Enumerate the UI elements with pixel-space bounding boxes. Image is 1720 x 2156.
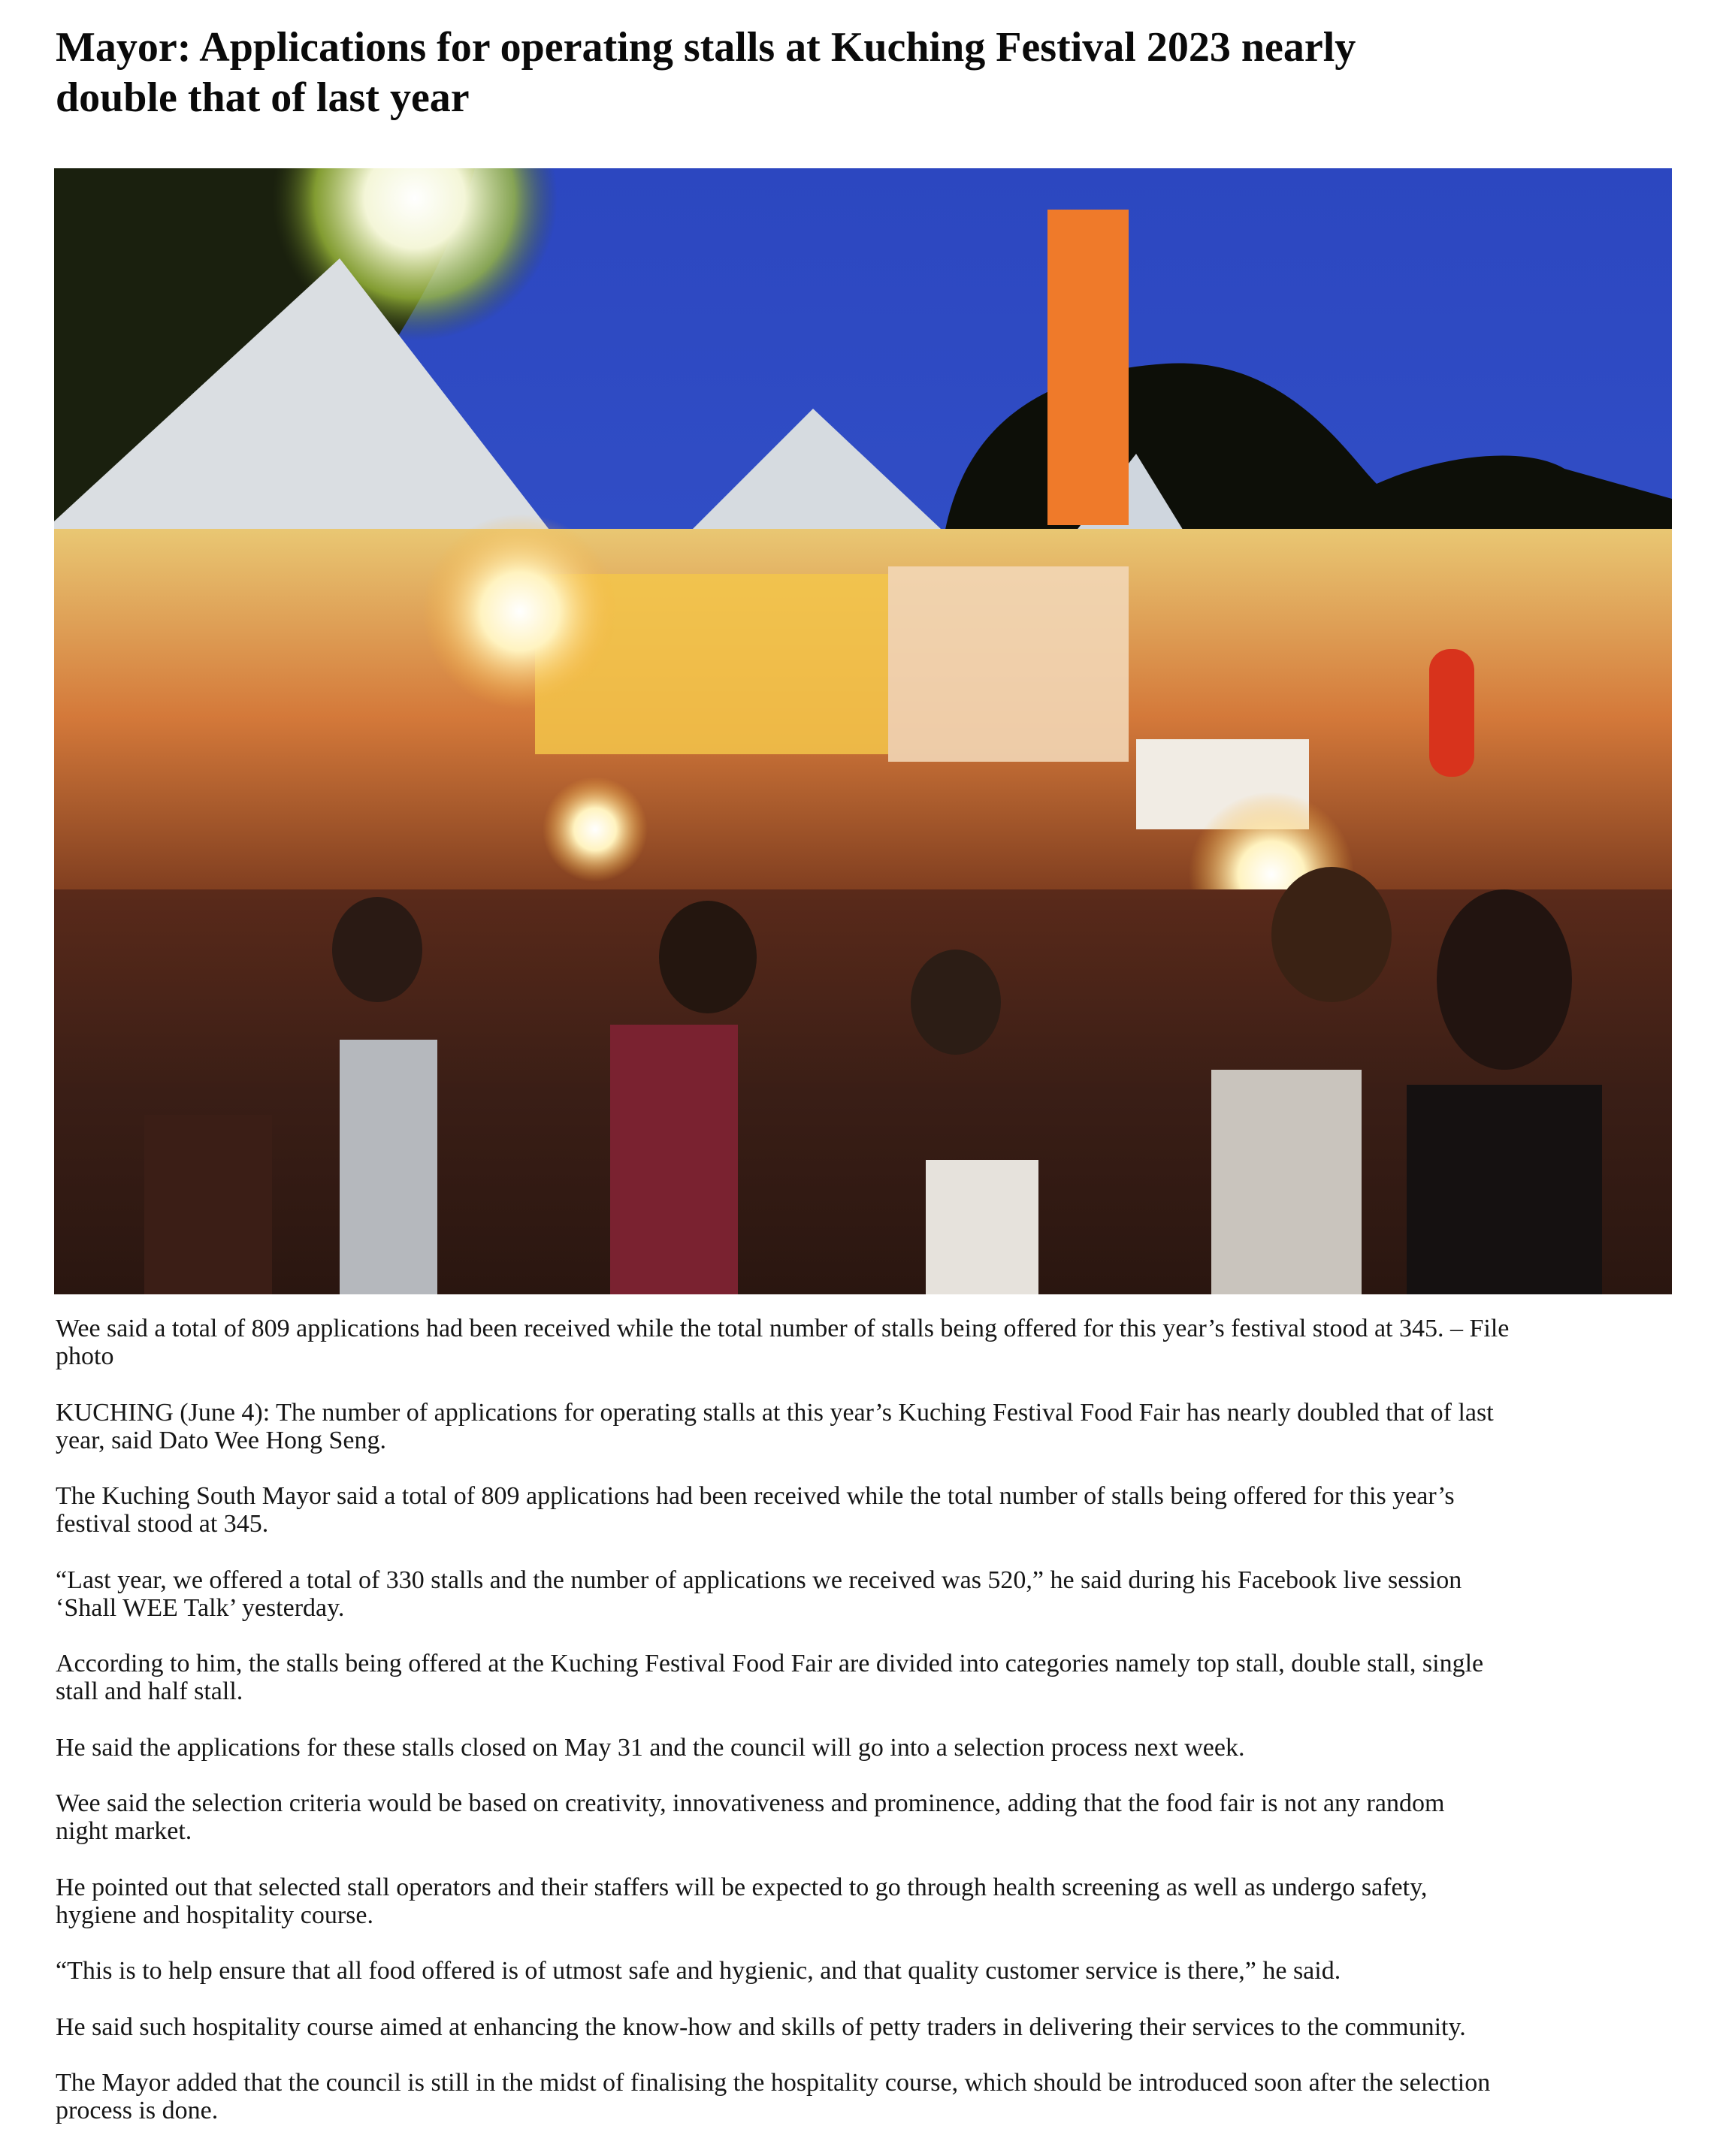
caption-line: Wee said a total of 809 applications had been received while the total number of stalls being offered for this year’s festival stood at 345. – File — [56, 1315, 1510, 1342]
title-line: Mayor: Applications for operating stalls at Kuching Festival 2023 nearly — [56, 24, 1356, 71]
paragraph — [56, 1734, 1671, 1762]
paragraph — [56, 2069, 1671, 2124]
paragraph-line: Wee said the selection criteria would be based on creativity, innovativeness and prominence, adding that the food fair is not any random — [56, 1789, 1445, 1817]
paragraph-line: “This is to help ensure that all food offered is of utmost safe and hygienic, and that quality customer service is there,” he said. — [56, 1957, 1341, 1985]
paragraph-line: hygiene and hospitality course. — [56, 1901, 374, 1929]
paragraph-line: process is done. — [56, 2097, 219, 2124]
paragraph-line: night market. — [56, 1817, 192, 1845]
caption-line: photo — [56, 1342, 114, 1370]
paragraph — [56, 1789, 1671, 1845]
paragraph — [56, 1482, 1671, 1538]
paragraph-line: The Mayor added that the council is still in the midst of finalising the hospitality course, which should be introduced soon after the selection — [56, 2069, 1491, 2097]
paragraph-line: year, said Dato Wee Hong Seng. — [56, 1426, 386, 1454]
paragraph-line: stall and half stall. — [56, 1677, 243, 1705]
paragraph-line: ‘Shall WEE Talk’ yesterday. — [56, 1593, 345, 1622]
paragraph-line: “Last year, we offered a total of 330 stalls and the number of applications we received was 520,” he said during his Facebook live session — [56, 1566, 1462, 1594]
paragraph — [56, 1957, 1671, 1985]
article-title — [56, 23, 1356, 123]
paragraph-line: According to him, the stalls being offered at the Kuching Festival Food Fair are divided into categories namely top stall, double stall, single — [56, 1650, 1484, 1677]
article-photo — [54, 168, 1672, 1294]
paragraph-line: The Kuching South Mayor said a total of 809 applications had been received while the total number of stalls being offered for this year’s — [56, 1482, 1455, 1510]
paragraph — [56, 1399, 1671, 1454]
article-body — [56, 1315, 1671, 2153]
title-line: double that of last year — [56, 74, 470, 121]
paragraph-line: festival stood at 345. — [56, 1510, 269, 1538]
paragraph — [56, 2013, 1671, 2041]
paragraph — [56, 1874, 1671, 1929]
photo-caption — [56, 1315, 1671, 1370]
paragraph-line: He said the applications for these stalls closed on May 31 and the council will go into a selection process next week. — [56, 1733, 1245, 1762]
paragraph-line: He pointed out that selected stall operators and their staffers will be expected to go through health screening as well as undergo safety, — [56, 1873, 1428, 1901]
paragraph-line: KUCHING (June 4): The number of applications for operating stalls at this year’s Kuching Festival Food Fair has nearly doubled that of last — [56, 1398, 1494, 1427]
festival-photo-illustration — [54, 168, 1672, 1294]
paragraph — [56, 1566, 1671, 1622]
paragraph-line: He said such hospitality course aimed at enhancing the know-how and skills of petty traders in delivering their services to the community. — [56, 2013, 1466, 2041]
paragraph — [56, 1650, 1671, 1705]
